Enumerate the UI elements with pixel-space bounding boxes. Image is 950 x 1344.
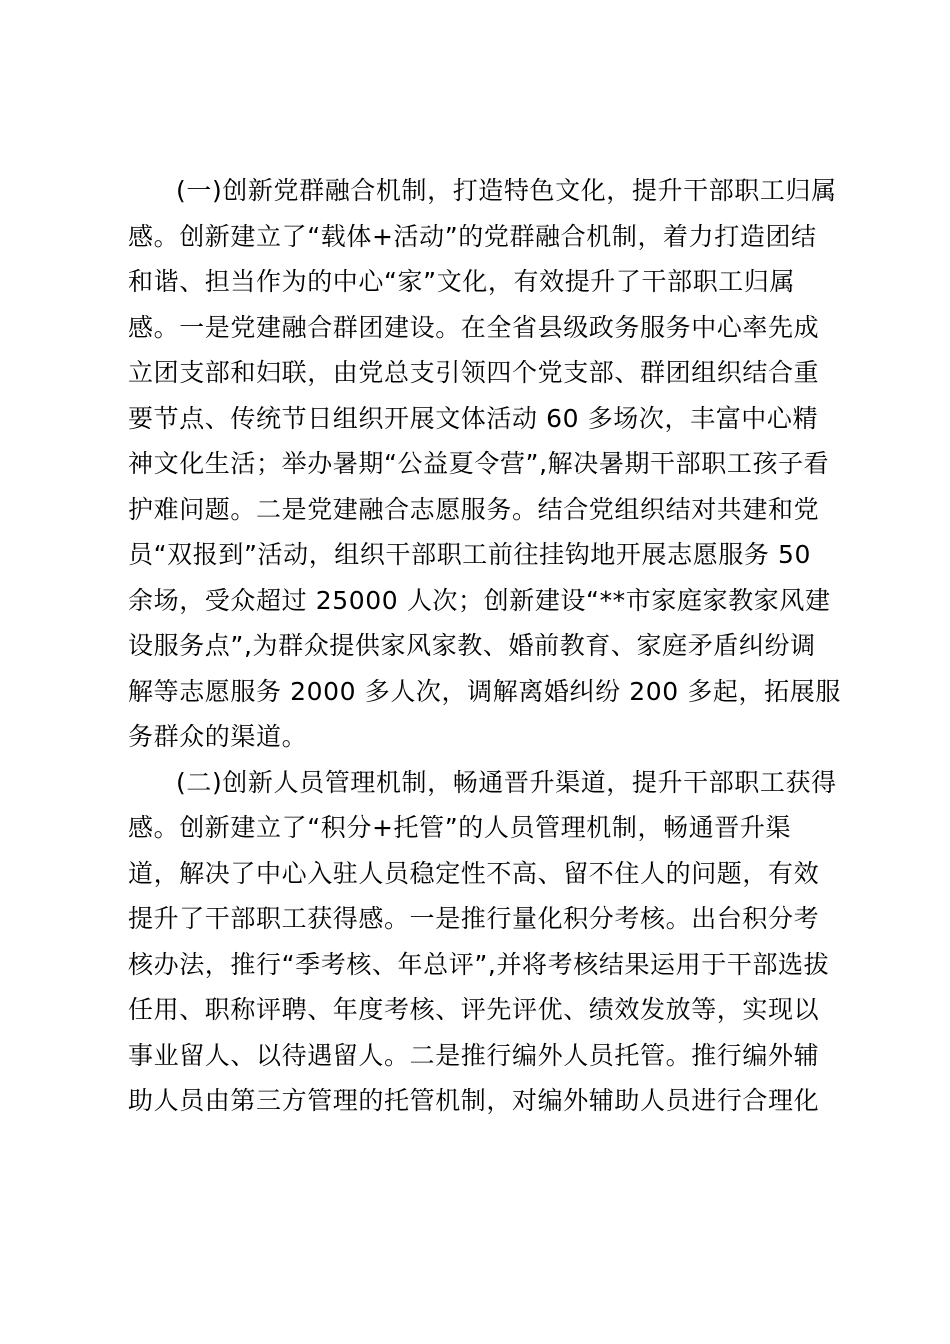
text-line: 事业留人、以待遇留人。二是推行编外人员托管。推行编外辅 (128, 1040, 820, 1070)
text-line: 护难问题。二是党建融合志愿服务。结合党组织结对共建和党 (128, 494, 820, 524)
text-line: 要节点、传统节日组织开展文体活动 60 多场次，丰富中心精 (128, 403, 819, 433)
paragraph-party-mass-integration (128, 168, 841, 760)
paragraph-personnel-management (128, 760, 837, 1124)
text-line: 余场，受众超过 25000 人次；创新建设“**市家庭家教家风建 (128, 585, 831, 615)
text-line: 助人员由第三方管理的托管机制，对编外辅助人员进行合理化 (128, 1086, 820, 1115)
text-line: 核办法，推行“季考核、年总评”,并将考核结果运用于干部选拔 (128, 949, 830, 979)
text-line: 任用、职称评聘、年度考核、评先评优、绩效发放等，实现以 (128, 995, 820, 1024)
text-line: 和谐、担当作为的中心“家”文化，有效提升了干部职工归属 (128, 267, 796, 296)
text-line: 务群众的渠道。 (128, 722, 308, 751)
text-line: 立团支部和妇联，由党总支引领四个党支部、群团组织结合重 (128, 358, 820, 387)
text-line: 设服务点”,为群众提供家风家教、婚前教育、家庭矛盾纠纷调 (128, 631, 816, 660)
text-line: 感。创新建立了“积分+托管”的人员管理机制，畅通晋升渠 (128, 813, 792, 842)
text-line: (一)创新党群融合机制，打造特色文化，提升干部职工归属 (176, 176, 837, 205)
document-body (128, 168, 841, 1124)
text-line: 神文化生活；举办暑期“公益夏令营”,解决暑期干部职工孩子看 (128, 449, 830, 478)
text-line: 员“双报到”活动，组织干部职工前往挂钩地开展志愿服务 50 (128, 540, 812, 569)
text-line: 道，解决了中心入驻人员稳定性不高、留不住人的问题，有效 (128, 858, 820, 888)
text-line: 感。一是党建融合群团建设。在全省县级政务服务中心率先成 (128, 312, 820, 342)
text-line: 解等志愿服务 2000 多人次，调解离婚纠纷 200 多起，拓展服 (128, 676, 841, 706)
text-line: 感。创新建立了“载体+活动”的党群融合机制，着力打造团结 (128, 221, 817, 251)
text-line: (二)创新人员管理机制，畅通晋升渠道，提升干部职工获得 (176, 767, 837, 797)
text-line: 提升了干部职工获得感。一是推行量化积分考核。出台积分考 (128, 904, 820, 933)
